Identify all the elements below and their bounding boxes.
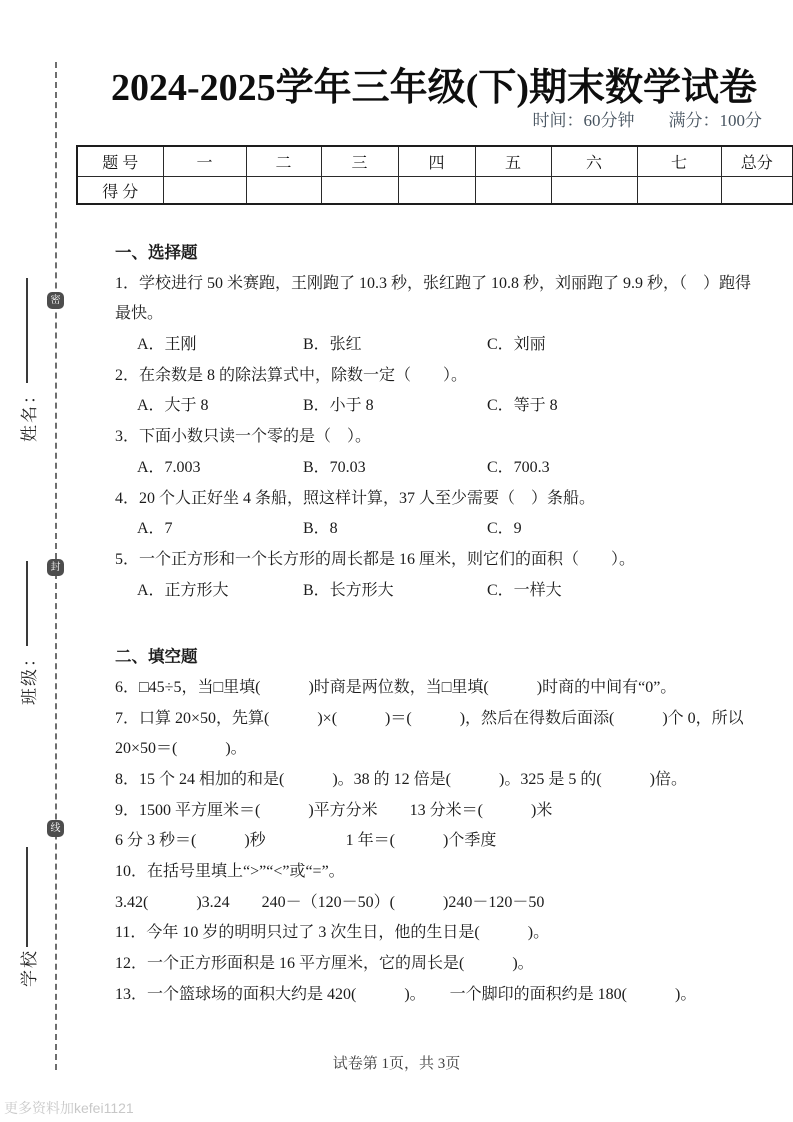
question-3-line: 3．下面小数只读一个零的是（ ）。 [115, 428, 372, 446]
question-10-line: 10．在括号里填上“>”“<”或“=”。 [115, 863, 345, 881]
question-9-line: 6 分 3 秒＝( )秒 1 年＝( )个季度 [115, 832, 497, 850]
seal-char-xian: 线 [47, 820, 64, 837]
school-field-label: 学校 [19, 949, 39, 987]
question-1-options [115, 330, 787, 361]
question-1-line: 1．学校进行 50 米赛跑，王刚跑了 10.3 秒，张红跑了 10.8 秒，刘丽跑了 9.9 秒，（ ）跑得 [115, 274, 752, 292]
school-field [16, 827, 38, 987]
question-10-line: 3.42( )3.24 240－（120－50）( )240－120－50 [115, 893, 545, 911]
score-header-cell: 七 [637, 146, 721, 177]
score-header-cell: 一 [163, 146, 246, 177]
option-a: A．王刚 [137, 336, 197, 354]
question-5-line: 5．一个正方形和一个长方形的周长都是 16 厘米，则它们的面积（ ）。 [115, 550, 636, 568]
question-7-line: 7．口算 20×50，先算( )×( )＝( )，然后在得数后面添( )个 0，所以 [115, 709, 744, 727]
page-title: 2024-2025学年三年级(下)期末数学试卷 [111, 67, 757, 109]
score-header-cell: 六 [551, 146, 637, 177]
score-table-header-row [77, 146, 793, 177]
score-cell [398, 177, 475, 205]
option-a: A．7 [137, 520, 173, 538]
option-a: A．正方形大 [137, 581, 229, 599]
class-field-label: 班级： [19, 648, 39, 705]
question-13-line: 13．一个篮球场的面积大约是 420( )。 一个脚印的面积约是 180( )。 [115, 985, 697, 1003]
question-3-options [115, 453, 787, 484]
page-number: 试卷第 1页，共 3页 [332, 1056, 461, 1072]
option-b: B．小于 8 [303, 397, 374, 415]
score-cell [163, 177, 246, 205]
option-c: C．700.3 [487, 458, 550, 476]
name-field-label: 姓名： [19, 385, 39, 442]
score-header-cell: 题 号 [77, 146, 163, 177]
watermark-text: 更多资料加kefei1121 [4, 1100, 134, 1116]
score-cell [475, 177, 551, 205]
section-1-title: 一、选择题 [115, 243, 198, 262]
question-4-options [115, 514, 787, 545]
option-a: A．7.003 [137, 458, 201, 476]
question-2-line: 2．在余数是 8 的除法算式中，除数一定（ ）。 [115, 366, 468, 384]
score-header-cell: 三 [321, 146, 398, 177]
question-6-line: 6．□45÷5，当□里填( )时商是两位数，当□里填( )时商的中间有“0”。 [115, 678, 677, 696]
seal-char-feng: 封 [47, 559, 64, 576]
name-blank-line [26, 278, 28, 383]
question-7-line: 20×50＝( )。 [115, 740, 247, 758]
score-cell [246, 177, 321, 205]
score-header-cell: 总分 [721, 146, 793, 177]
question-1-line: 最快。 [115, 305, 164, 323]
score-cell [721, 177, 793, 205]
question-12-line: 12．一个正方形面积是 16 平方厘米，它的周长是( )。 [115, 955, 534, 973]
full-score: 满分：100分 [668, 111, 762, 130]
score-cell [551, 177, 637, 205]
question-9-line: 9．1500 平方厘米＝( )平方分米 13 分米＝( )米 [115, 801, 553, 819]
option-b: B．长方形大 [303, 581, 394, 599]
section-2-title: 二、填空题 [115, 647, 198, 667]
seal-char-mi: 密 [47, 292, 64, 309]
option-a: A．大于 8 [137, 397, 209, 415]
option-c: C．刘丽 [487, 336, 546, 354]
question-4-line: 4．20 个人正好坐 4 条船，照这样计算，37 人至少需要（ ）条船。 [115, 489, 596, 507]
score-header-cell: 四 [398, 146, 475, 177]
option-b: B．张红 [303, 336, 362, 354]
option-b: B．8 [303, 520, 338, 538]
class-field [16, 555, 38, 705]
question-2-options [115, 391, 787, 422]
section-gap [115, 606, 787, 642]
option-c: C．等于 8 [487, 397, 558, 415]
question-5-options [115, 576, 787, 607]
score-cell [321, 177, 398, 205]
score-table-score-row [77, 177, 793, 205]
class-blank-line [26, 561, 28, 646]
question-11-line: 11．今年 10 岁的明明只过了 3 次生日，他的生日是( )。 [115, 924, 550, 942]
option-b: B．70.03 [303, 458, 366, 476]
question-area [115, 238, 787, 1011]
exam-meta [533, 106, 763, 131]
score-header-cell: 五 [475, 146, 551, 177]
option-c: C．一样大 [487, 581, 562, 599]
option-c: C．9 [487, 520, 522, 538]
school-blank-line [26, 847, 28, 947]
score-table [76, 145, 793, 205]
question-8-line: 8．15 个 24 相加的和是( )。38 的 12 倍是( )。325 是 5 的( )倍。 [115, 771, 687, 788]
time-limit: 时间：60分钟 [532, 111, 635, 130]
score-header-cell: 二 [246, 146, 321, 177]
score-row-label: 得 分 [77, 177, 163, 205]
name-field [16, 272, 38, 442]
score-cell [637, 177, 721, 205]
